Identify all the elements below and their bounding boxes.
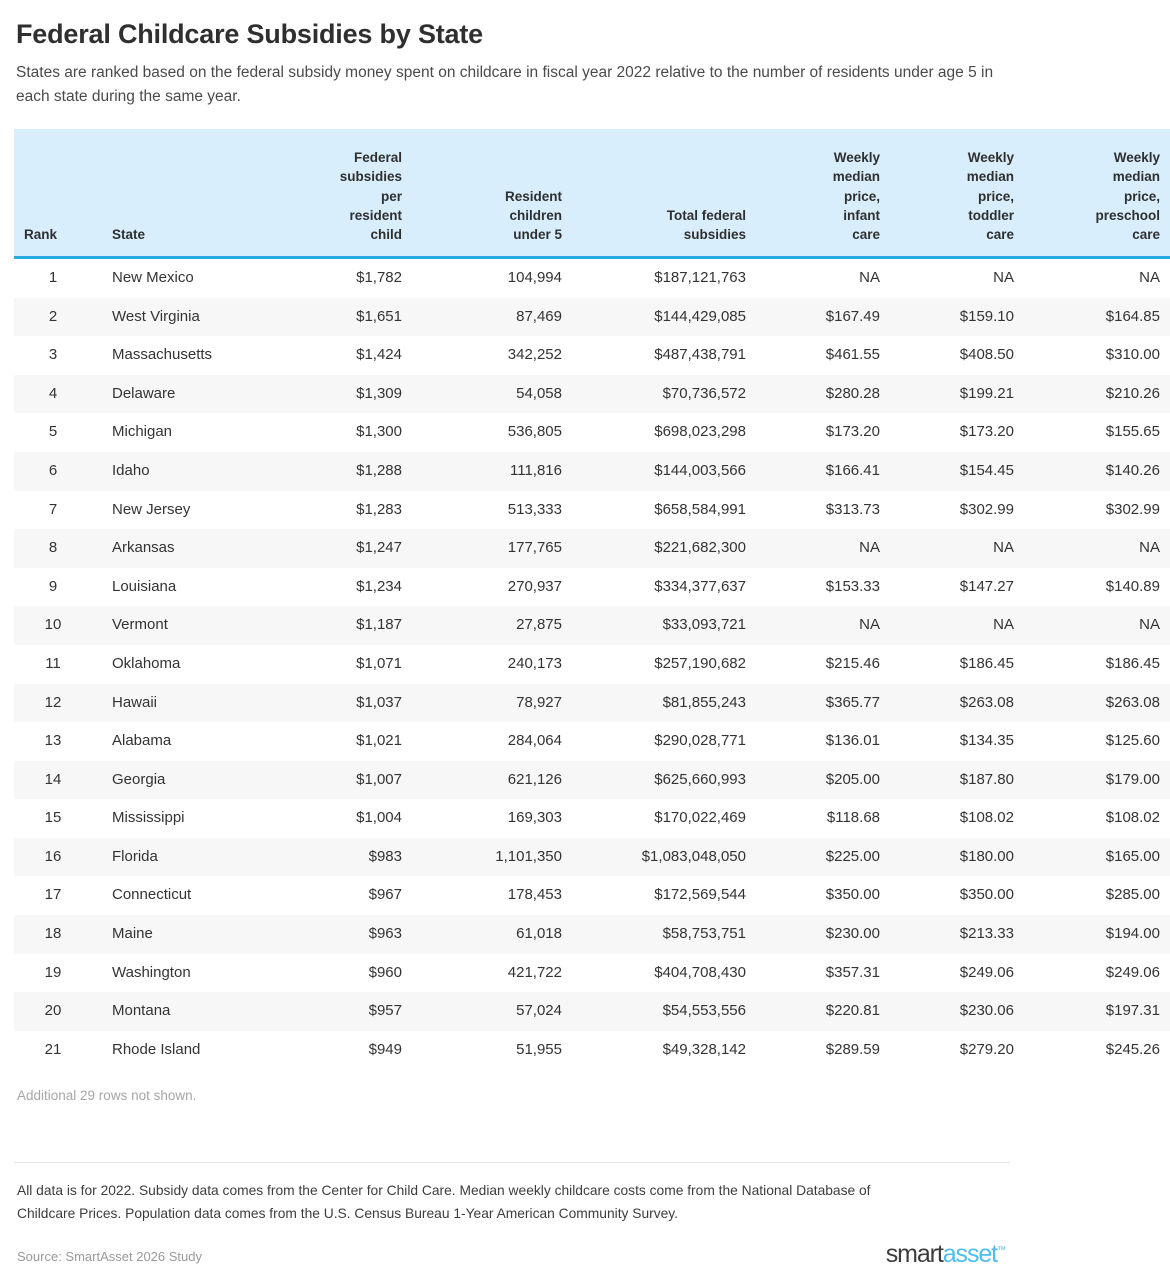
cell-preschool-care: NA xyxy=(1139,616,1160,634)
cell-preschool-care: $249.06 xyxy=(1105,963,1160,981)
footer-note: All data is for 2022. Subsidy data comes from the Center for Child Care. Median weekly childcare costs come from the National Database of Childcare Prices. Population data comes from the U.S. Census Bureau 1-Year American Community Survey. xyxy=(17,1183,871,1221)
cell-children-under-5: 104,994 xyxy=(507,268,562,286)
cell-total-subsidies: $221,682,300 xyxy=(654,539,746,557)
cell-toddler-care: $350.00 xyxy=(959,886,1014,904)
cell-rank: 16 xyxy=(44,847,62,865)
infographic-page xyxy=(0,18,1160,1278)
cell-subsidies-per-child: $1,283 xyxy=(356,500,402,518)
cell-preschool-care: $155.65 xyxy=(1105,423,1160,441)
cell-infant-care: $280.28 xyxy=(825,384,880,402)
cell-children-under-5: 78,927 xyxy=(516,693,562,711)
cell-state: Hawaii xyxy=(112,693,158,711)
cell-subsidies-per-child: $1,037 xyxy=(356,693,402,711)
table-row xyxy=(14,992,1170,1031)
cell-toddler-care: $134.35 xyxy=(959,732,1014,750)
cell-preschool-care: $140.89 xyxy=(1105,577,1160,595)
cell-children-under-5: 513,333 xyxy=(507,500,562,518)
header-line: Federal xyxy=(353,150,402,166)
table-row xyxy=(14,568,1170,607)
header-line: toddler xyxy=(968,207,1014,223)
header-line: care xyxy=(1132,226,1160,242)
table-row xyxy=(14,954,1170,993)
cell-children-under-5: 169,303 xyxy=(507,809,562,827)
cell-subsidies-per-child: $983 xyxy=(368,847,402,865)
cell-subsidies-per-child: $949 xyxy=(368,1040,402,1058)
cell-state: Alabama xyxy=(112,732,172,750)
table-header xyxy=(14,129,1170,257)
header-line: child xyxy=(370,226,402,242)
header-line: Resident xyxy=(504,188,562,204)
cell-rank: 15 xyxy=(44,809,62,827)
cell-infant-care: $166.41 xyxy=(825,461,880,479)
cell-total-subsidies: $49,328,142 xyxy=(662,1040,746,1058)
cell-subsidies-per-child: $1,247 xyxy=(356,539,402,557)
cell-infant-care: $289.59 xyxy=(825,1040,880,1058)
cell-children-under-5: 284,064 xyxy=(507,732,562,750)
cell-toddler-care: NA xyxy=(993,616,1014,634)
cell-state: New Mexico xyxy=(112,268,194,286)
cell-children-under-5: 111,816 xyxy=(510,461,562,479)
cell-infant-care: $357.31 xyxy=(825,963,880,981)
cell-total-subsidies: $81,855,243 xyxy=(662,693,746,711)
cell-children-under-5: 57,024 xyxy=(516,1002,562,1020)
cell-preschool-care: $186.45 xyxy=(1105,654,1160,672)
header-line: Weekly xyxy=(833,150,880,166)
table-row xyxy=(14,529,1170,568)
cell-preschool-care: $108.02 xyxy=(1105,809,1160,827)
cell-toddler-care: NA xyxy=(993,268,1014,286)
header-line: price, xyxy=(1123,188,1160,204)
header-line: infant xyxy=(843,207,880,223)
table-row xyxy=(14,491,1170,530)
table-row xyxy=(14,257,1170,297)
cell-total-subsidies: $698,023,298 xyxy=(654,423,746,441)
cell-subsidies-per-child: $1,234 xyxy=(356,577,402,595)
cell-subsidies-per-child: $1,424 xyxy=(356,346,402,364)
cell-toddler-care: $263.08 xyxy=(959,693,1014,711)
cell-toddler-care: $159.10 xyxy=(959,307,1014,325)
cell-children-under-5: 177,765 xyxy=(507,539,562,557)
cell-infant-care: $205.00 xyxy=(825,770,880,788)
cell-rank: 13 xyxy=(44,732,62,750)
cell-total-subsidies: $54,553,556 xyxy=(662,1002,746,1020)
cell-subsidies-per-child: $1,021 xyxy=(356,732,402,750)
header-line: price, xyxy=(843,188,880,204)
footer-bottom-row xyxy=(14,1239,1010,1268)
cell-rank: 1 xyxy=(48,268,58,286)
cell-total-subsidies: $334,377,637 xyxy=(654,577,746,595)
cell-rank: 2 xyxy=(48,307,58,325)
cell-children-under-5: 421,722 xyxy=(507,963,562,981)
cell-state: Massachusetts xyxy=(112,346,213,364)
cell-preschool-care: $302.99 xyxy=(1105,500,1160,518)
source-text: Source: SmartAsset 2026 Study xyxy=(17,1249,202,1264)
cell-rank: 21 xyxy=(44,1040,62,1058)
cell-children-under-5: 51,955 xyxy=(516,1040,562,1058)
cell-total-subsidies: $257,190,682 xyxy=(654,654,746,672)
header-line: subsidies xyxy=(339,169,402,185)
column-header-children-under-5[interactable] xyxy=(412,129,572,257)
header-line: under 5 xyxy=(513,226,562,242)
cell-toddler-care: $408.50 xyxy=(959,346,1014,364)
header-line: care xyxy=(986,226,1014,242)
cell-infant-care: $230.00 xyxy=(825,925,880,943)
cell-infant-care: $167.49 xyxy=(825,307,880,325)
cell-rank: 12 xyxy=(44,693,62,711)
cell-state: New Jersey xyxy=(112,500,191,518)
cell-state: Delaware xyxy=(112,384,176,402)
cell-rank: 6 xyxy=(48,461,58,479)
cell-rank: 10 xyxy=(44,616,62,634)
header-line: median xyxy=(832,169,880,185)
cell-preschool-care: $165.00 xyxy=(1105,847,1160,865)
cell-state: Idaho xyxy=(112,461,150,479)
cell-children-under-5: 342,252 xyxy=(507,346,562,364)
cell-infant-care: $173.20 xyxy=(825,423,880,441)
cell-subsidies-per-child: $1,651 xyxy=(356,307,402,325)
cell-infant-care: $461.55 xyxy=(825,346,880,364)
cell-state: Montana xyxy=(112,1002,171,1020)
cell-subsidies-per-child: $1,300 xyxy=(356,423,402,441)
cell-infant-care: $313.73 xyxy=(825,500,880,518)
table-row xyxy=(14,413,1170,452)
cell-toddler-care: $108.02 xyxy=(959,809,1014,827)
cell-subsidies-per-child: $967 xyxy=(368,886,402,904)
cell-children-under-5: 27,875 xyxy=(516,616,562,634)
table-row xyxy=(14,298,1170,337)
cell-subsidies-per-child: $1,007 xyxy=(356,770,402,788)
cell-preschool-care: $164.85 xyxy=(1105,307,1160,325)
cell-toddler-care: $186.45 xyxy=(959,654,1014,672)
cell-toddler-care: $199.21 xyxy=(959,384,1014,402)
table-row xyxy=(14,684,1170,723)
table-row xyxy=(14,876,1170,915)
cell-rank: 17 xyxy=(44,886,62,904)
cell-preschool-care: $310.00 xyxy=(1105,346,1160,364)
cell-preschool-care: $125.60 xyxy=(1105,732,1160,750)
cell-state: Mississippi xyxy=(112,809,185,827)
cell-rank: 18 xyxy=(44,925,62,943)
cell-toddler-care: $154.45 xyxy=(959,461,1014,479)
table-row xyxy=(14,606,1170,645)
cell-subsidies-per-child: $960 xyxy=(368,963,402,981)
cell-state: Oklahoma xyxy=(112,654,181,672)
header-line: median xyxy=(1112,169,1160,185)
cell-total-subsidies: $144,003,566 xyxy=(654,461,746,479)
header-line: price, xyxy=(977,188,1014,204)
cell-preschool-care: $263.08 xyxy=(1105,693,1160,711)
cell-toddler-care: $147.27 xyxy=(959,577,1014,595)
table-row xyxy=(14,799,1170,838)
cell-total-subsidies: $625,660,993 xyxy=(654,770,746,788)
cell-state: Arkansas xyxy=(112,539,175,557)
header-line: resident xyxy=(349,207,402,223)
cell-children-under-5: 1,101,350 xyxy=(495,847,562,865)
cell-children-under-5: 270,937 xyxy=(507,577,562,595)
logo-text-smart: smart xyxy=(885,1240,943,1268)
table-header-row xyxy=(14,129,1170,257)
cell-state: West Virginia xyxy=(112,307,200,325)
header-line: Weekly xyxy=(967,150,1014,166)
column-header-rank[interactable]: Rank xyxy=(14,129,102,257)
cell-total-subsidies: $170,022,469 xyxy=(654,809,746,827)
cell-rank: 5 xyxy=(48,423,58,441)
cell-infant-care: $225.00 xyxy=(825,847,880,865)
cell-total-subsidies: $70,736,572 xyxy=(662,384,746,402)
cell-infant-care: $365.77 xyxy=(825,693,880,711)
cell-state: Michigan xyxy=(112,423,173,441)
cell-preschool-care: $245.26 xyxy=(1105,1040,1160,1058)
header-line: median xyxy=(966,169,1014,185)
table-row xyxy=(14,1031,1170,1070)
cell-total-subsidies: $187,121,763 xyxy=(654,268,746,286)
cell-subsidies-per-child: $1,071 xyxy=(356,654,402,672)
cell-rank: 20 xyxy=(44,1002,62,1020)
cell-state: Georgia xyxy=(112,770,166,788)
cell-children-under-5: 178,453 xyxy=(507,886,562,904)
cell-children-under-5: 621,126 xyxy=(507,770,562,788)
footer-divider xyxy=(14,1162,1010,1163)
cell-rank: 9 xyxy=(48,577,58,595)
header-line: per xyxy=(380,188,402,204)
trademark-icon: ™ xyxy=(997,1244,1006,1255)
cell-toddler-care: $230.06 xyxy=(959,1002,1014,1020)
cell-total-subsidies: $658,584,991 xyxy=(654,500,746,518)
column-header-state[interactable]: State xyxy=(102,129,272,257)
cell-state: Rhode Island xyxy=(112,1040,201,1058)
cell-toddler-care: $213.33 xyxy=(959,925,1014,943)
column-header-preschool-care[interactable] xyxy=(1024,129,1170,257)
cell-state: Florida xyxy=(112,847,158,865)
cell-preschool-care: $285.00 xyxy=(1105,886,1160,904)
cell-preschool-care: NA xyxy=(1139,268,1160,286)
cell-children-under-5: 240,173 xyxy=(507,654,562,672)
header-line: Total federal xyxy=(666,207,746,223)
rows-not-shown-note: Additional 29 rows not shown. xyxy=(17,1088,197,1104)
table-container xyxy=(14,129,1160,1069)
header-line: preschool xyxy=(1095,207,1160,223)
cell-preschool-care: NA xyxy=(1139,539,1160,557)
logo-text-asset: asset xyxy=(942,1240,997,1268)
cell-infant-care: $136.01 xyxy=(825,732,880,750)
column-header-infant-care[interactable] xyxy=(756,129,890,257)
cell-toddler-care: $249.06 xyxy=(959,963,1014,981)
cell-subsidies-per-child: $1,782 xyxy=(356,268,402,286)
cell-state: Louisiana xyxy=(112,577,177,595)
cell-preschool-care: $194.00 xyxy=(1105,925,1160,943)
cell-total-subsidies: $487,438,791 xyxy=(654,346,746,364)
cell-total-subsidies: $58,753,751 xyxy=(662,925,746,943)
cell-toddler-care: $180.00 xyxy=(959,847,1014,865)
cell-rank: 3 xyxy=(48,346,58,364)
cell-total-subsidies: $290,028,771 xyxy=(654,732,746,750)
cell-rank: 19 xyxy=(44,963,62,981)
cell-subsidies-per-child: $957 xyxy=(368,1002,402,1020)
table-row xyxy=(14,645,1170,684)
cell-rank: 8 xyxy=(48,539,58,557)
cell-toddler-care: $173.20 xyxy=(959,423,1014,441)
page-subtitle: States are ranked based on the federal subsidy money spent on childcare in fiscal year 2022 relative to the number of residents under age 5 in each state during the same year. xyxy=(16,64,994,105)
cell-infant-care: $153.33 xyxy=(825,577,880,595)
cell-infant-care: $350.00 xyxy=(825,886,880,904)
cell-children-under-5: 536,805 xyxy=(507,423,562,441)
table-row xyxy=(14,722,1170,761)
cell-preschool-care: $210.26 xyxy=(1105,384,1160,402)
table-row xyxy=(14,761,1170,800)
table-row xyxy=(14,838,1170,877)
column-header-total-subsidies[interactable] xyxy=(572,129,756,257)
cell-infant-care: NA xyxy=(859,268,880,286)
header-line: subsidies xyxy=(683,226,746,242)
cell-toddler-care: $302.99 xyxy=(959,500,1014,518)
cell-toddler-care: NA xyxy=(993,539,1014,557)
cell-total-subsidies: $404,708,430 xyxy=(654,963,746,981)
column-header-subsidies-per-child[interactable] xyxy=(272,129,412,257)
header-line: care xyxy=(852,226,880,242)
cell-total-subsidies: $172,569,544 xyxy=(654,886,746,904)
smartasset-logo xyxy=(886,1242,1006,1267)
page-title: Federal Childcare Subsidies by State xyxy=(16,19,483,49)
cell-state: Maine xyxy=(112,925,153,943)
header-line: Weekly xyxy=(1113,150,1160,166)
cell-total-subsidies: $1,083,048,050 xyxy=(641,847,746,865)
cell-children-under-5: 61,018 xyxy=(516,925,562,943)
cell-children-under-5: 87,469 xyxy=(516,307,562,325)
cell-infant-care: $215.46 xyxy=(825,654,880,672)
cell-toddler-care: $279.20 xyxy=(959,1040,1014,1058)
cell-state: Washington xyxy=(112,963,191,981)
cell-infant-care: $118.68 xyxy=(826,809,880,827)
cell-subsidies-per-child: $1,004 xyxy=(356,809,402,827)
cell-subsidies-per-child: $1,288 xyxy=(356,461,402,479)
cell-state: Connecticut xyxy=(112,886,192,904)
header-line: children xyxy=(509,207,562,223)
cell-subsidies-per-child: $963 xyxy=(368,925,402,943)
cell-subsidies-per-child: $1,187 xyxy=(356,616,402,634)
table-row xyxy=(14,336,1170,375)
cell-infant-care: NA xyxy=(859,539,880,557)
column-header-toddler-care[interactable] xyxy=(890,129,1024,257)
cell-rank: 4 xyxy=(48,384,58,402)
cell-state: Vermont xyxy=(112,616,168,634)
cell-subsidies-per-child: $1,309 xyxy=(356,384,402,402)
table-row xyxy=(14,915,1170,954)
footer xyxy=(14,1162,1010,1268)
cell-infant-care: NA xyxy=(859,616,880,634)
cell-toddler-care: $187.80 xyxy=(959,770,1014,788)
table-body xyxy=(14,257,1170,1069)
cell-preschool-care: $179.00 xyxy=(1105,770,1160,788)
cell-preschool-care: $140.26 xyxy=(1105,461,1160,479)
cell-children-under-5: 54,058 xyxy=(516,384,562,402)
cell-preschool-care: $197.31 xyxy=(1105,1002,1160,1020)
cell-rank: 14 xyxy=(44,770,62,788)
cell-rank: 11 xyxy=(45,654,61,672)
cell-total-subsidies: $144,429,085 xyxy=(654,307,746,325)
subsidies-table xyxy=(14,129,1170,1069)
cell-rank: 7 xyxy=(48,500,58,518)
cell-total-subsidies: $33,093,721 xyxy=(662,616,746,634)
table-row xyxy=(14,452,1170,491)
table-row xyxy=(14,375,1170,414)
cell-infant-care: $220.81 xyxy=(825,1002,880,1020)
